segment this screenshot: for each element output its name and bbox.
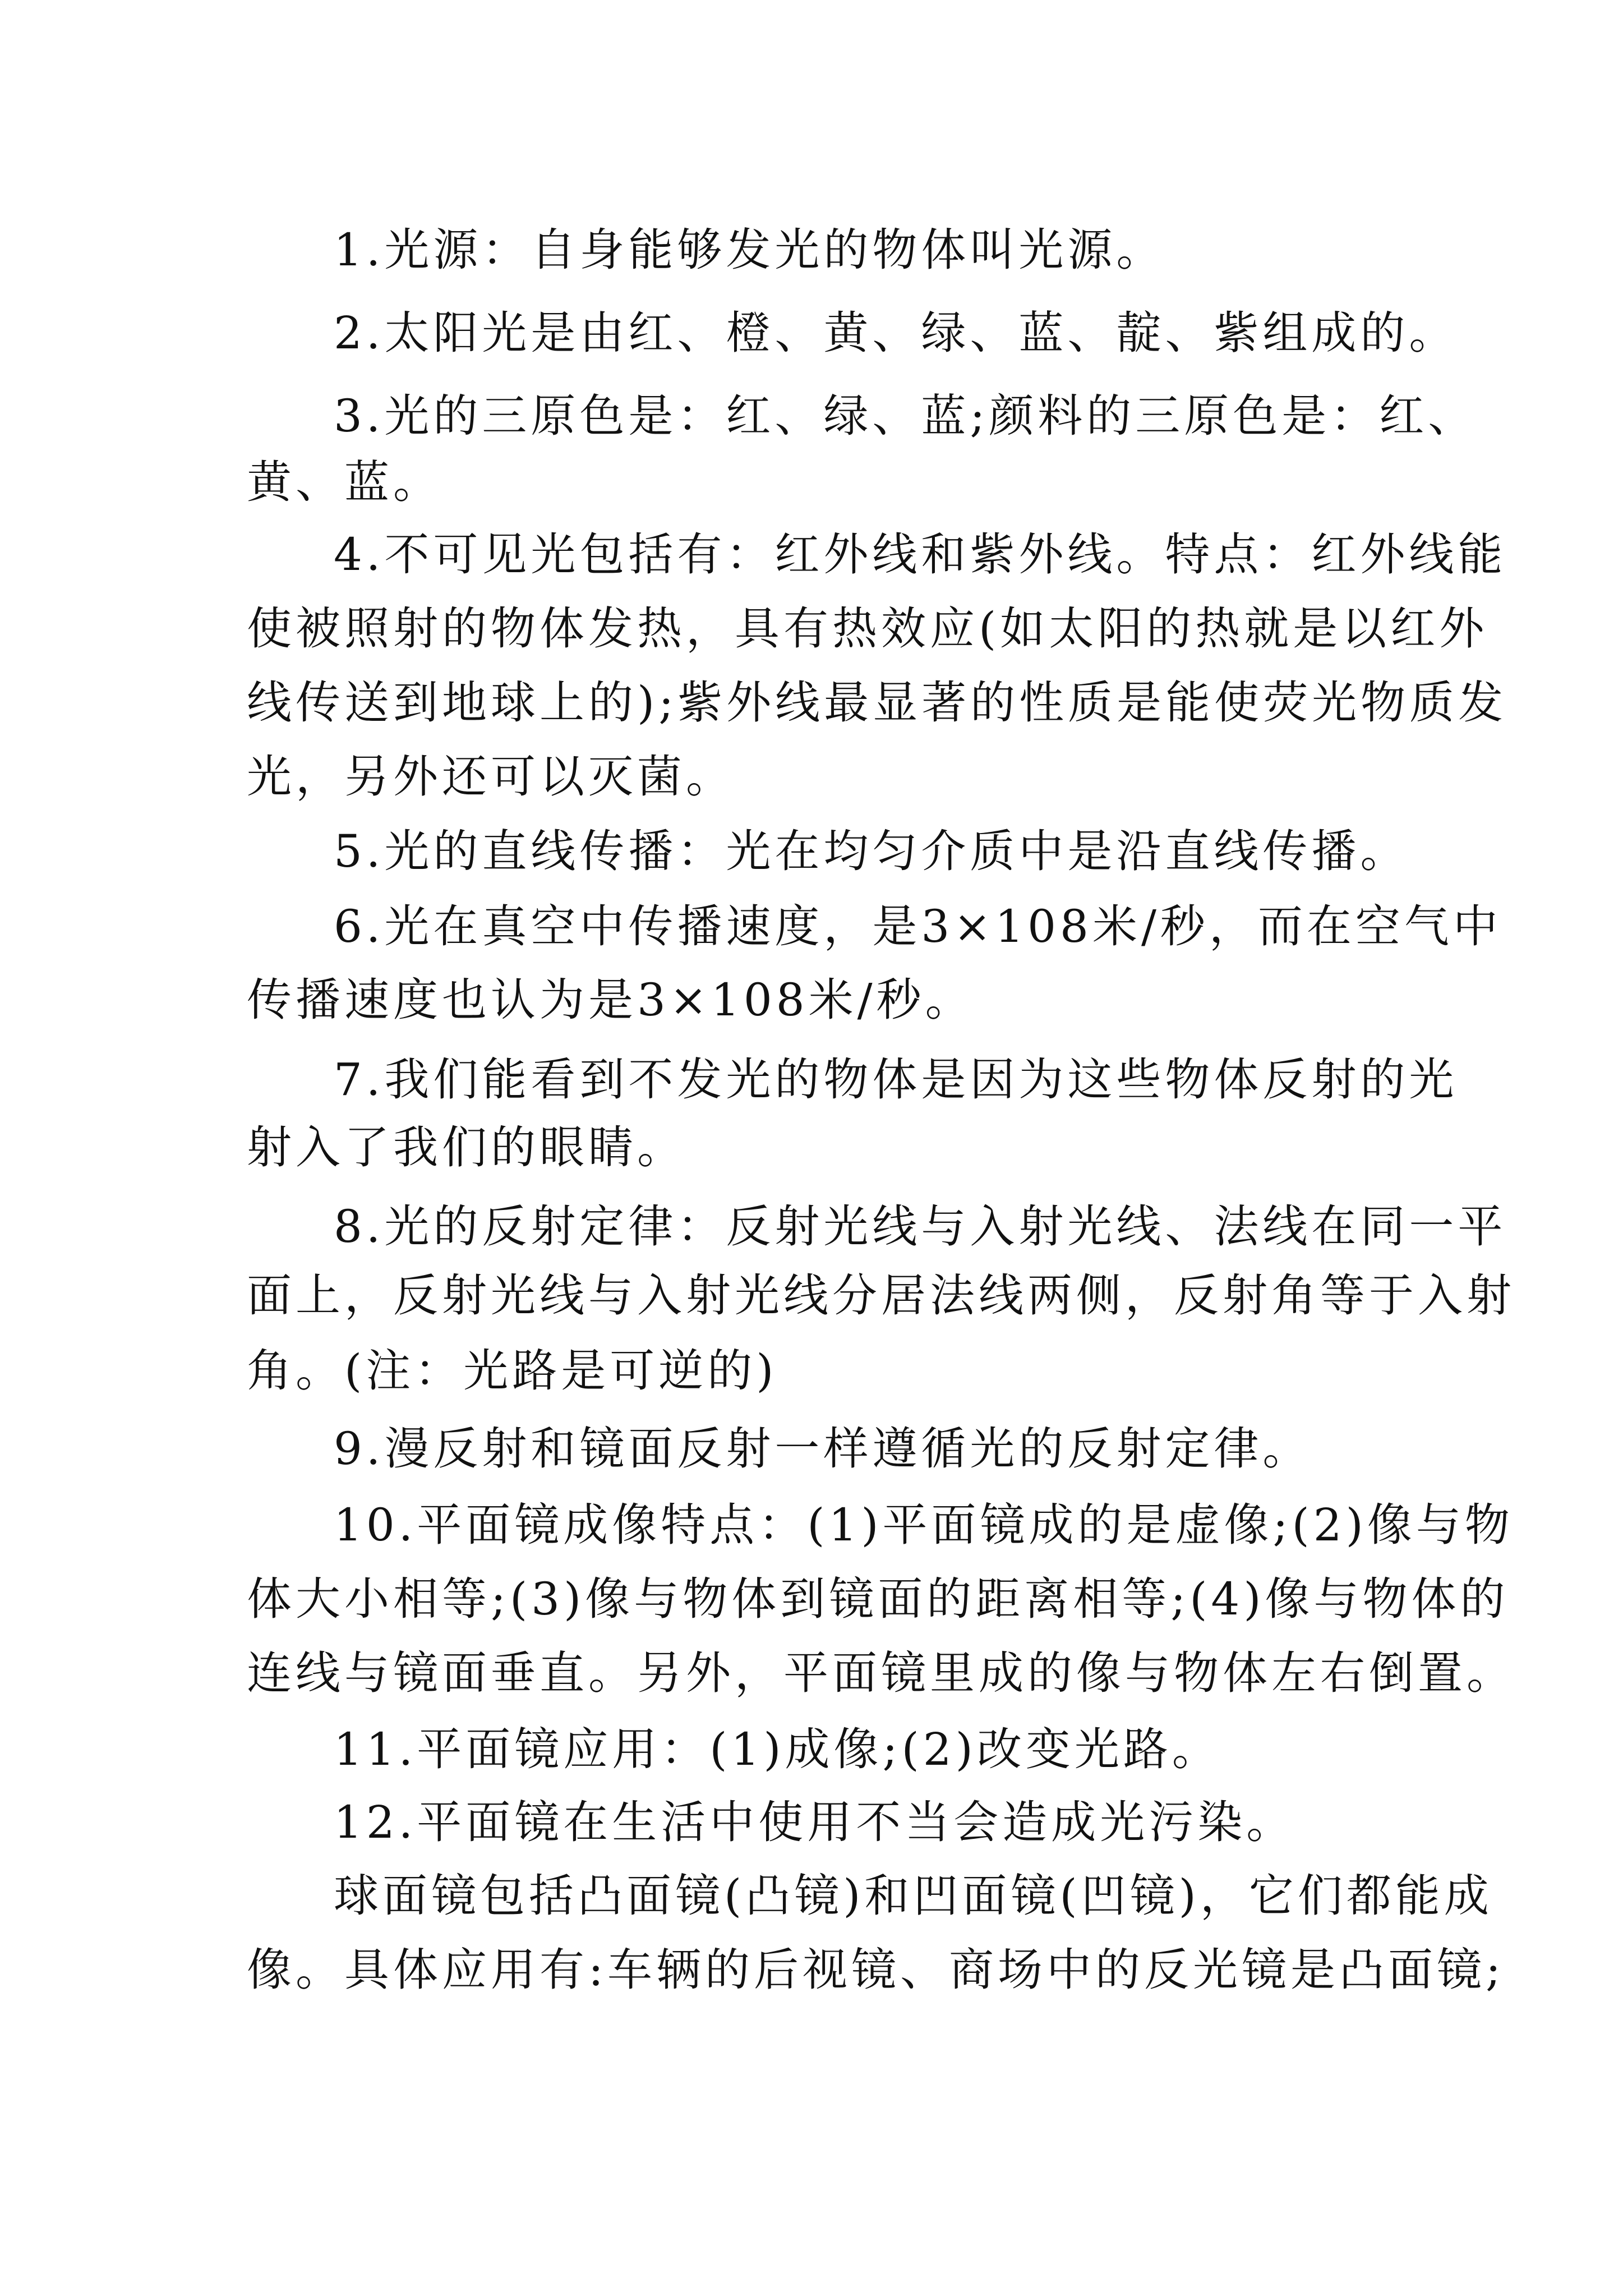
text-line: 8.光的反射定律：反射光线与入射光线、法线在同一平 (334, 1200, 1507, 1253)
text-line: 传播速度也认为是3×108米/秒。 (247, 974, 974, 1026)
text-line: 1.光源：自身能够发光的物体叫光源。 (334, 224, 1165, 276)
text-line: 黄、蓝。 (247, 456, 442, 508)
text-line: 9.漫反射和镜面反射一样遵循光的反射定律。 (334, 1423, 1312, 1475)
text-line: 12.平面镜在生活中使用不当会造成光污染。 (334, 1796, 1295, 1848)
text-line: 4.不可见光包括有：红外线和紫外线。特点：红外线能 (334, 528, 1507, 581)
text-line: 10.平面镜成像特点：(1)平面镜成的是虚像;(2)像与物 (334, 1499, 1514, 1551)
text-line: 2.太阳光是由红、橙、黄、绿、蓝、靛、紫组成的。 (334, 307, 1458, 359)
text-line: 角。(注：光路是可逆的) (247, 1345, 778, 1397)
text-line: 射入了我们的眼睛。 (247, 1121, 686, 1174)
text-line: 像。具体应用有:车辆的后视镜、商场中的反光镜是凸面镜; (247, 1944, 1505, 1996)
text-line: 连线与镜面垂直。另外，平面镜里成的像与物体左右倒置。 (247, 1647, 1515, 1699)
text-line: 线传送到地球上的);紫外线最显著的性质是能使荧光物质发 (247, 677, 1507, 729)
text-line: 面上，反射光线与入射光线分居法线两侧，反射角等于入射 (247, 1269, 1515, 1322)
text-line: 6.光在真空中传播速度，是3×108米/秒，而在空气中 (334, 900, 1502, 953)
text-line: 5.光的直线传播：光在均匀介质中是沿直线传播。 (334, 825, 1409, 877)
text-line: 11.平面镜应用：(1)成像;(2)改变光路。 (334, 1723, 1221, 1775)
text-line: 体大小相等;(3)像与物体到镜面的距离相等;(4)像与物体的 (247, 1573, 1509, 1625)
text-line: 使被照射的物体发热，具有热效应(如太阳的热就是以红外 (247, 602, 1488, 655)
text-line: 7.我们能看到不发光的物体是因为这些物体反射的光 (334, 1053, 1458, 1106)
text-line: 球面镜包括凸面镜(凸镜)和凹面镜(凹镜)，它们都能成 (334, 1870, 1493, 1922)
text-line: 光，另外还可以灭菌。 (247, 751, 735, 803)
text-line: 3.光的三原色是：红、绿、蓝;颜料的三原色是：红、 (334, 390, 1477, 442)
